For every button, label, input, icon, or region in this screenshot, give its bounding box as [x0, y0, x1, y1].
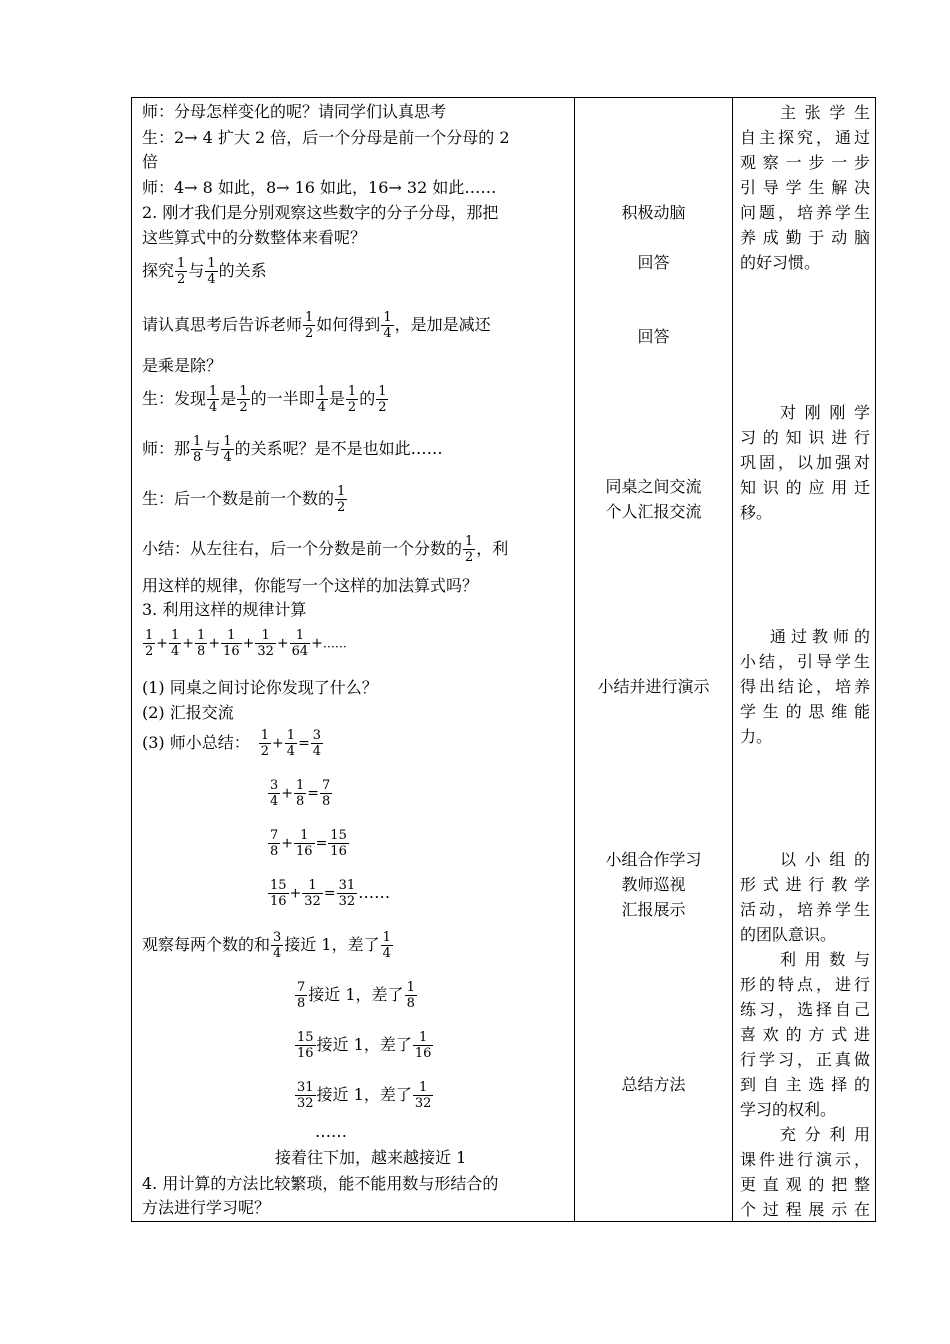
plus-sign: +: [208, 635, 221, 652]
denominator: 2: [465, 550, 474, 565]
text-segment: ，是加是减还: [394, 315, 491, 334]
activity-text: 回答: [637, 253, 670, 272]
activity-text: 回答: [637, 327, 670, 346]
numerator: 1: [223, 434, 232, 449]
text-line: 4. 用计算的方法比较繁琐，能不能用数与形结合的: [142, 1174, 499, 1193]
activity-text: 教师巡视: [621, 875, 686, 894]
denominator: 4: [270, 794, 279, 809]
fraction: [294, 828, 315, 859]
numerator: 1: [255, 628, 276, 644]
numerator: 15: [297, 1030, 314, 1045]
fraction: [320, 778, 332, 809]
numerator: 1: [465, 534, 474, 549]
intent-line: 养成勤于动脑: [740, 228, 870, 247]
series-expression: [142, 628, 347, 659]
plus-sign: +: [276, 635, 289, 652]
fraction: [346, 384, 358, 415]
equals-sign: =: [323, 885, 336, 902]
fraction: [413, 1030, 434, 1061]
plus-sign: +: [182, 635, 195, 652]
fraction: [259, 728, 271, 759]
numerator: 1: [383, 310, 392, 325]
intent-line: 形的特点，进行: [740, 975, 870, 994]
intent-line: 小结，引导学生: [740, 652, 870, 671]
denominator: 2: [305, 326, 314, 341]
text-line: 2. 刚才我们是分别观察这些数字的分子分母，那把: [142, 203, 499, 222]
numerator: 1: [207, 256, 216, 271]
intent-line: 学习的权利。: [740, 1100, 837, 1119]
text-line: 师：分母怎样变化的呢？请同学们认真思考: [142, 102, 447, 121]
text-segment: 生：后一个数是前一个数的: [142, 489, 335, 508]
denominator: 8: [197, 644, 206, 659]
denominator: 8: [270, 844, 279, 859]
numerator: 1: [302, 878, 323, 894]
intent-line: 学生的思维能: [740, 702, 870, 721]
activity-text: 总结方法: [621, 1075, 686, 1094]
denominator: 16: [223, 644, 240, 659]
intent-line: 利用数与: [780, 950, 870, 969]
numerator: 15: [270, 878, 287, 893]
fraction: [285, 728, 297, 759]
numerator: 1: [294, 828, 315, 844]
activity-text: 小结并进行演示: [597, 677, 710, 696]
intent-line: 自主探究，通过: [740, 128, 870, 147]
numerator: 1: [317, 384, 326, 399]
text-segment: (3) 师小总结：: [142, 733, 250, 752]
text-segment: 接近 1，差了: [316, 1085, 412, 1104]
text-segment: 请认真思考后告诉老师: [142, 315, 303, 334]
activity-text: 汇报展示: [621, 900, 686, 919]
text-segment: 小结：从左往右，后一个分数是前一个分数的: [142, 539, 463, 558]
denominator: 16: [296, 844, 313, 859]
denominator: 4: [383, 326, 392, 341]
denominator: 4: [382, 946, 391, 961]
denominator: 8: [322, 794, 331, 809]
numerator: 7: [297, 980, 306, 995]
activity-text: 个人汇报交流: [605, 502, 702, 521]
equation: [267, 778, 333, 809]
fraction: [376, 384, 388, 415]
activity-text: 同桌之间交流: [605, 477, 702, 496]
intent-line: 移。: [740, 503, 773, 522]
denominator: 4: [317, 400, 326, 415]
intent-line: 活动，培养学生: [740, 900, 870, 919]
denominator: 32: [414, 1096, 432, 1111]
intent-paragraph: [740, 100, 870, 275]
numerator: 1: [171, 628, 180, 643]
fraction: [381, 930, 393, 961]
numerator: 1: [347, 384, 357, 399]
numerator: 1: [413, 1080, 434, 1096]
text-line: 3. 利用这样的规律计算: [142, 600, 307, 619]
plus-sign: +: [281, 785, 294, 802]
numerator: 1: [177, 256, 186, 271]
fraction: [175, 256, 187, 287]
numerator: 1: [305, 310, 314, 325]
fraction: [255, 628, 276, 659]
denominator: 4: [273, 946, 282, 961]
equals-sign: =: [307, 785, 320, 802]
intent-line: 充分利用: [780, 1125, 870, 1144]
fraction: [295, 1030, 316, 1061]
fraction: [295, 980, 307, 1011]
numerator: 1: [193, 434, 202, 449]
intent-line: 力。: [740, 727, 773, 746]
denominator: 2: [347, 400, 357, 415]
intent-line: 得出结论，培养: [740, 677, 870, 696]
intent-line: 的团队意识。: [740, 925, 837, 944]
text-segment: 的关系: [218, 261, 267, 280]
intent-line: 课件进行演示，: [740, 1150, 870, 1169]
denominator: 2: [260, 744, 270, 759]
plus-sign: +: [242, 635, 255, 652]
intent-line: 巩固，以加强对: [740, 453, 870, 472]
intent-line: 观察一步一步: [740, 153, 870, 172]
equals-sign: =: [298, 735, 310, 752]
intent-line: 的好习惯。: [740, 253, 821, 272]
numerator: 1: [337, 484, 346, 499]
numerator: 1: [406, 980, 415, 995]
intent-line: 问题，培养学生: [740, 203, 870, 222]
text-line: 用这样的规律，你能写一个这样的加法算式吗？: [142, 576, 479, 595]
lesson-table: [131, 97, 876, 1222]
fraction: [237, 384, 249, 415]
equals-sign: =: [315, 835, 328, 852]
intent-line: 练习，选择自己: [740, 1000, 870, 1019]
intent-paragraph: [740, 1122, 870, 1222]
numerator: 31: [297, 1080, 314, 1095]
text-segment: 接近 1，差了: [284, 935, 380, 954]
fraction: [221, 628, 242, 659]
intent-line: 主张学生: [780, 103, 870, 122]
intent-paragraph: [740, 624, 870, 749]
numerator: 1: [209, 384, 218, 399]
text-segment: 的: [359, 389, 376, 408]
intent-line: 对刚刚学: [780, 403, 870, 422]
fraction: [268, 878, 289, 909]
intent-paragraph: [740, 400, 870, 525]
text-segment: 如何得到: [316, 315, 381, 334]
plus-sign: +: [281, 835, 294, 852]
numerator: 1: [221, 628, 242, 644]
numerator: 15: [330, 828, 347, 843]
activity-text: 积极动脑: [621, 203, 686, 222]
plus-sign: +: [156, 635, 169, 652]
text-line: [142, 484, 348, 515]
fraction: [337, 878, 358, 909]
denominator: 4: [209, 400, 218, 415]
fraction: [191, 434, 203, 465]
fraction: [335, 484, 347, 515]
text-segment: 生：发现: [142, 389, 207, 408]
fraction: [328, 828, 349, 859]
fraction: [207, 384, 219, 415]
text-line: [294, 1030, 434, 1061]
intent-line: 形式进行教学: [740, 875, 870, 894]
ellipsis: ……: [358, 883, 391, 902]
fraction: [316, 384, 328, 415]
text-line: [142, 930, 394, 961]
text-line: (1) 同桌之间讨论你发现了什么？: [142, 678, 378, 697]
intent-line: 行学习，正真做: [740, 1050, 870, 1069]
text-line: 方法进行学习呢？: [142, 1198, 271, 1217]
numerator: 7: [270, 828, 279, 843]
denominator: 4: [207, 272, 216, 287]
text-line: 师：4→ 8 如此，8→ 16 如此，16→ 32 如此……: [142, 178, 497, 197]
equation: [267, 878, 390, 909]
intent-line: 以小组的: [780, 850, 870, 869]
text-line: [142, 534, 508, 565]
text-line: (2) 汇报交流: [142, 703, 234, 722]
fraction: [271, 930, 283, 961]
denominator: 4: [171, 644, 180, 659]
denominator: 2: [337, 500, 346, 515]
text-segment: 与: [204, 439, 221, 458]
denominator: 2: [239, 400, 248, 415]
text-segment: 与: [188, 261, 205, 280]
text-segment: 是: [220, 389, 237, 408]
numerator: 1: [378, 384, 387, 399]
denominator: 16: [270, 894, 287, 909]
denominator: 8: [297, 996, 306, 1011]
text-line: [142, 728, 324, 759]
text-line: [142, 434, 443, 465]
fraction: [268, 778, 280, 809]
fraction: [381, 310, 393, 341]
numerator: 1: [145, 628, 154, 643]
text-line: 倍: [142, 152, 159, 171]
fraction: [413, 1080, 434, 1111]
intent-line: 个过程展示在: [740, 1200, 870, 1219]
fraction: [311, 728, 323, 759]
intent-line: 习的知识进行: [740, 428, 870, 447]
intent-line: 喜欢的方式进: [740, 1025, 870, 1044]
text-segment: ，利: [476, 539, 509, 558]
text-line: 接着往下加，越来越接近 1: [275, 1148, 467, 1167]
fraction: [205, 256, 217, 287]
plus-sign: +: [272, 735, 284, 752]
intent-line: 更直观的把整: [740, 1175, 870, 1194]
fraction: [195, 628, 207, 659]
fraction: [221, 434, 233, 465]
plus-sign: +: [311, 635, 323, 652]
numerator: 1: [260, 728, 270, 743]
denominator: 8: [193, 450, 202, 465]
numerator: 1: [290, 628, 311, 644]
intent-line: 引导学生解决: [740, 178, 870, 197]
text-segment: 探究: [142, 261, 175, 280]
numerator: 1: [296, 778, 305, 793]
denominator: 32: [257, 644, 274, 659]
intent-paragraph: [740, 847, 870, 947]
text-line: [294, 980, 418, 1011]
denominator: 32: [338, 894, 356, 909]
plus-sign: +: [289, 885, 302, 902]
intent-line: 知识的应用迁: [740, 478, 870, 497]
numerator: 1: [286, 728, 296, 743]
numerator: 31: [338, 878, 356, 893]
denominator: 4: [286, 744, 296, 759]
text-line: 是乘是除？: [142, 356, 223, 375]
activity-text: 小组合作学习: [605, 850, 702, 869]
text-line: 生：2→ 4 扩大 2 倍，后一个分母是前一个分母的 2: [142, 128, 510, 147]
fraction: [294, 778, 306, 809]
numerator: 3: [312, 728, 322, 743]
text-segment: 观察每两个数的和: [142, 935, 271, 954]
fraction: [143, 628, 155, 659]
fraction: [302, 878, 323, 909]
text-segment: 是: [328, 389, 345, 408]
text-line: [142, 310, 491, 341]
text-segment: 接近 1，差了: [308, 985, 404, 1004]
numerator: 1: [413, 1030, 434, 1046]
numerator: 3: [273, 930, 282, 945]
denominator: 4: [312, 744, 322, 759]
fraction: [290, 628, 311, 659]
denominator: 2: [177, 272, 186, 287]
denominator: 2: [378, 400, 387, 415]
intent-line: 到自主选择的: [740, 1075, 870, 1094]
ellipsis: ……: [315, 1122, 347, 1141]
text-segment: 接近 1，差了: [316, 1035, 412, 1054]
fraction: [268, 828, 280, 859]
equation: [267, 828, 350, 859]
text-segment: 师：那: [142, 439, 191, 458]
denominator: 16: [297, 1046, 314, 1061]
text-line: 这些算式中的分数整体来看呢？: [142, 228, 367, 247]
numerator: 7: [322, 778, 331, 793]
denominator: 16: [330, 844, 347, 859]
denominator: 8: [406, 996, 415, 1011]
denominator: 2: [145, 644, 154, 659]
text-line: [142, 384, 389, 415]
numerator: 1: [382, 930, 391, 945]
denominator: 16: [414, 1046, 432, 1061]
intent-paragraph: [740, 947, 870, 1122]
denominator: 4: [223, 450, 232, 465]
ellipsis: ……: [322, 636, 347, 651]
text-segment: 的关系呢？是不是也如此……: [234, 439, 443, 458]
fraction: [303, 310, 315, 341]
intent-line: 通过教师的: [770, 627, 870, 646]
fraction: [169, 628, 181, 659]
denominator: 32: [304, 894, 321, 909]
numerator: 1: [197, 628, 206, 643]
fraction: [405, 980, 417, 1011]
denominator: 8: [296, 794, 305, 809]
numerator: 1: [239, 384, 248, 399]
text-segment: 的一半即: [250, 389, 315, 408]
numerator: 3: [270, 778, 279, 793]
fraction: [463, 534, 475, 565]
text-line: [142, 256, 267, 287]
denominator: 64: [291, 644, 309, 659]
denominator: 32: [297, 1096, 314, 1111]
fraction: [295, 1080, 316, 1111]
text-line: [294, 1080, 434, 1111]
